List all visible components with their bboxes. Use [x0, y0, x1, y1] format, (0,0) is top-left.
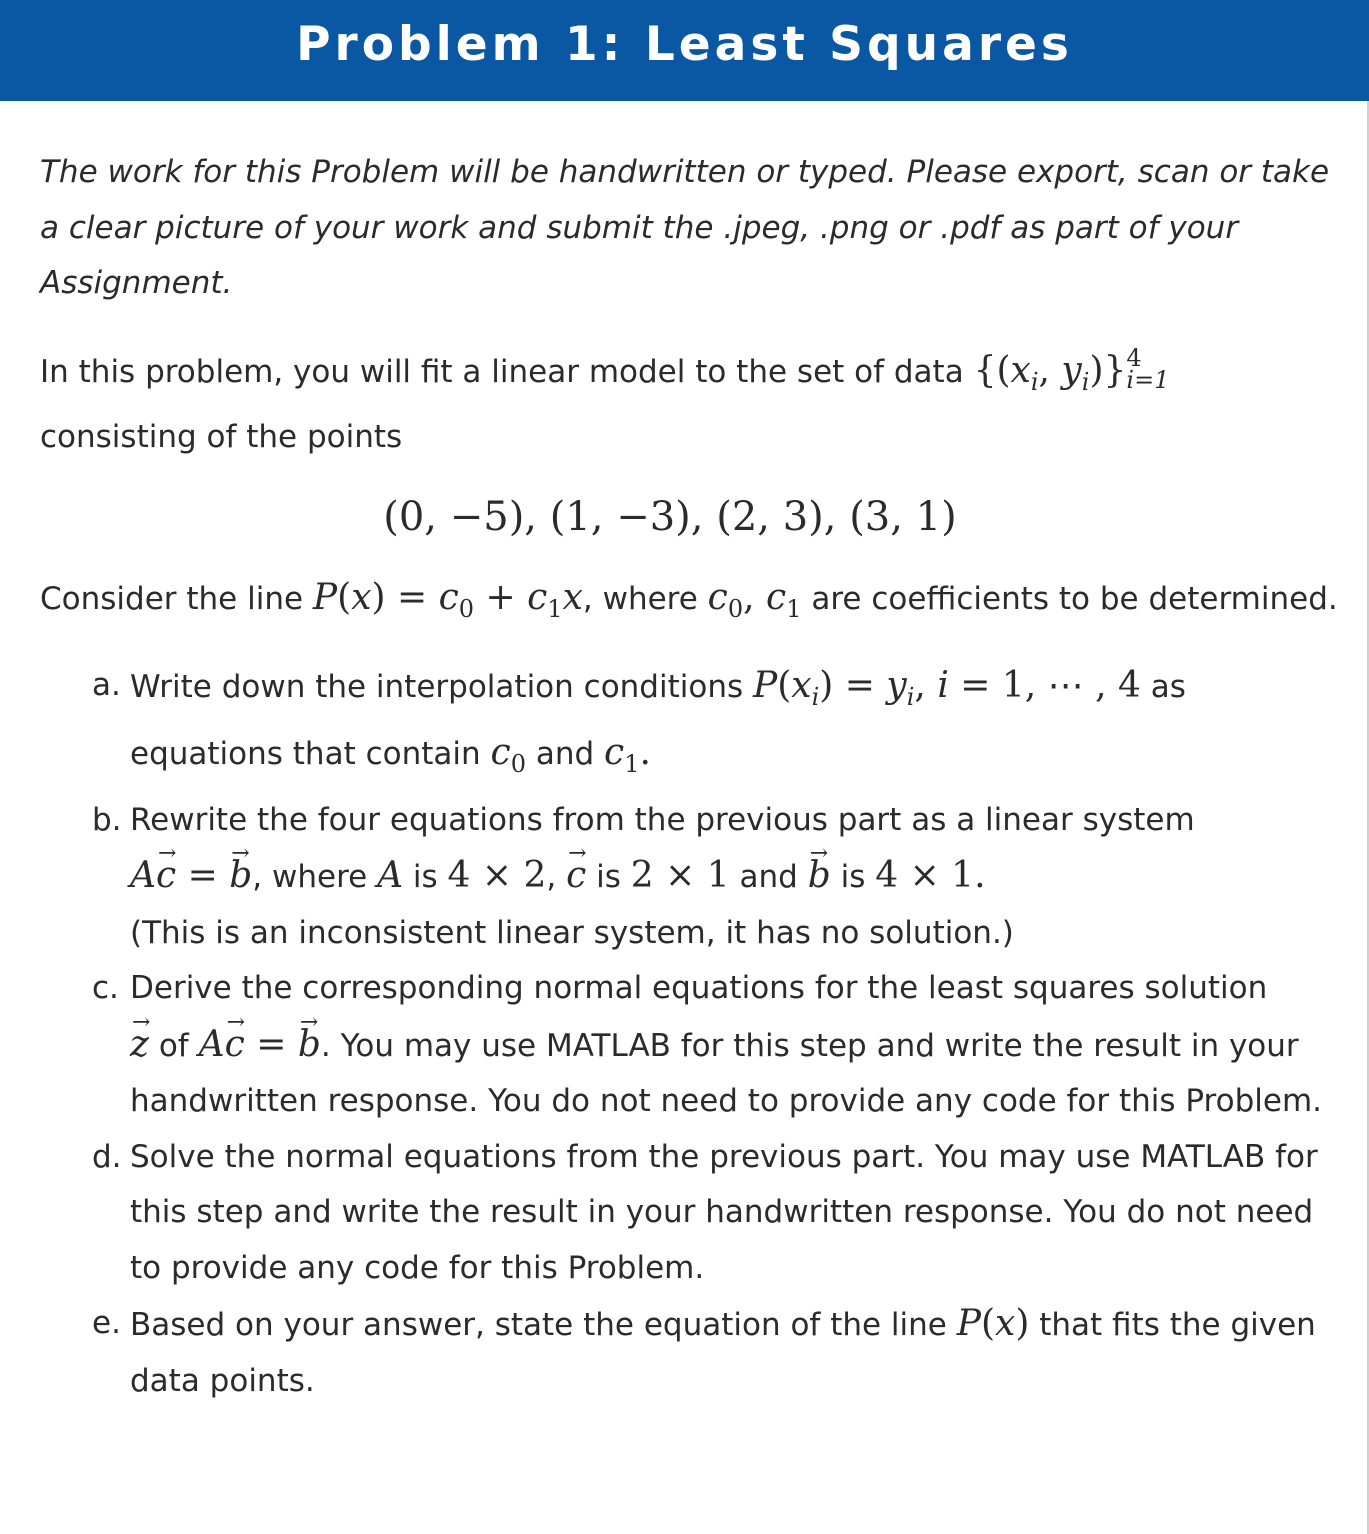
header-bar [0, 0, 1369, 101]
list-item-b: b. Rewrite the four equations from the previous part as a linear system A→ c = → b, where A is 4 × 2, → c is 2 × 1 and → b is 4 × 1. (This is an inconsistent linear system, it has no solution.) [92, 793, 1340, 962]
list-item-c: c. Derive the corresponding normal equations for the least squares solution → z of A→ c = → b. You may use MATLAB for this step and write the result in your handwritten response. You do not need to provide any code for this Problem. [92, 961, 1340, 1130]
list-item-d: d. Solve the normal equations from the previous part. You may use MATLAB for this step and write the result in your handwritten response. You do not need to provide any code for this Problem. [92, 1138, 1318, 1286]
list-item-e: e. Based on your answer, state the equation of the line P(x) that fits the given data points. [92, 1303, 1316, 1399]
data-paragraph: In this problem, you will fit a linear model to the set of data {($x_i$, $y_i$)} 4 i=1 consisting of the points [40, 344, 1170, 455]
set-bounds: 4 i=1 [1126, 344, 1170, 394]
problem-content [40, 145, 1340, 1409]
list-item-a: a. Write down the interpolation conditions $P(x_i) = y_i$, i = 1, ⋯ , 4 as equations that contain $c_0$ and $c_1$. [92, 664, 1186, 778]
line-paragraph: Consider the line $P(x) = c_0 + c_1x$, where $c_0$, $c_1$ are coefficients to be determined. [40, 577, 1338, 623]
points-display: (0, −5), (1, −3), (2, 3), (3, 1) [383, 493, 957, 540]
data-set-formula: {($x_i$, $y_i$)} [973, 349, 1127, 396]
task-list [92, 658, 1340, 1410]
page-title: Problem 1: Least Squares [296, 17, 1073, 72]
intro-text: The work for this Problem will be handwritten or typed. Please export, scan or take a clear picture of your work and submit the .jpeg, .png or .pdf as part of your Assignment. [40, 154, 1330, 301]
